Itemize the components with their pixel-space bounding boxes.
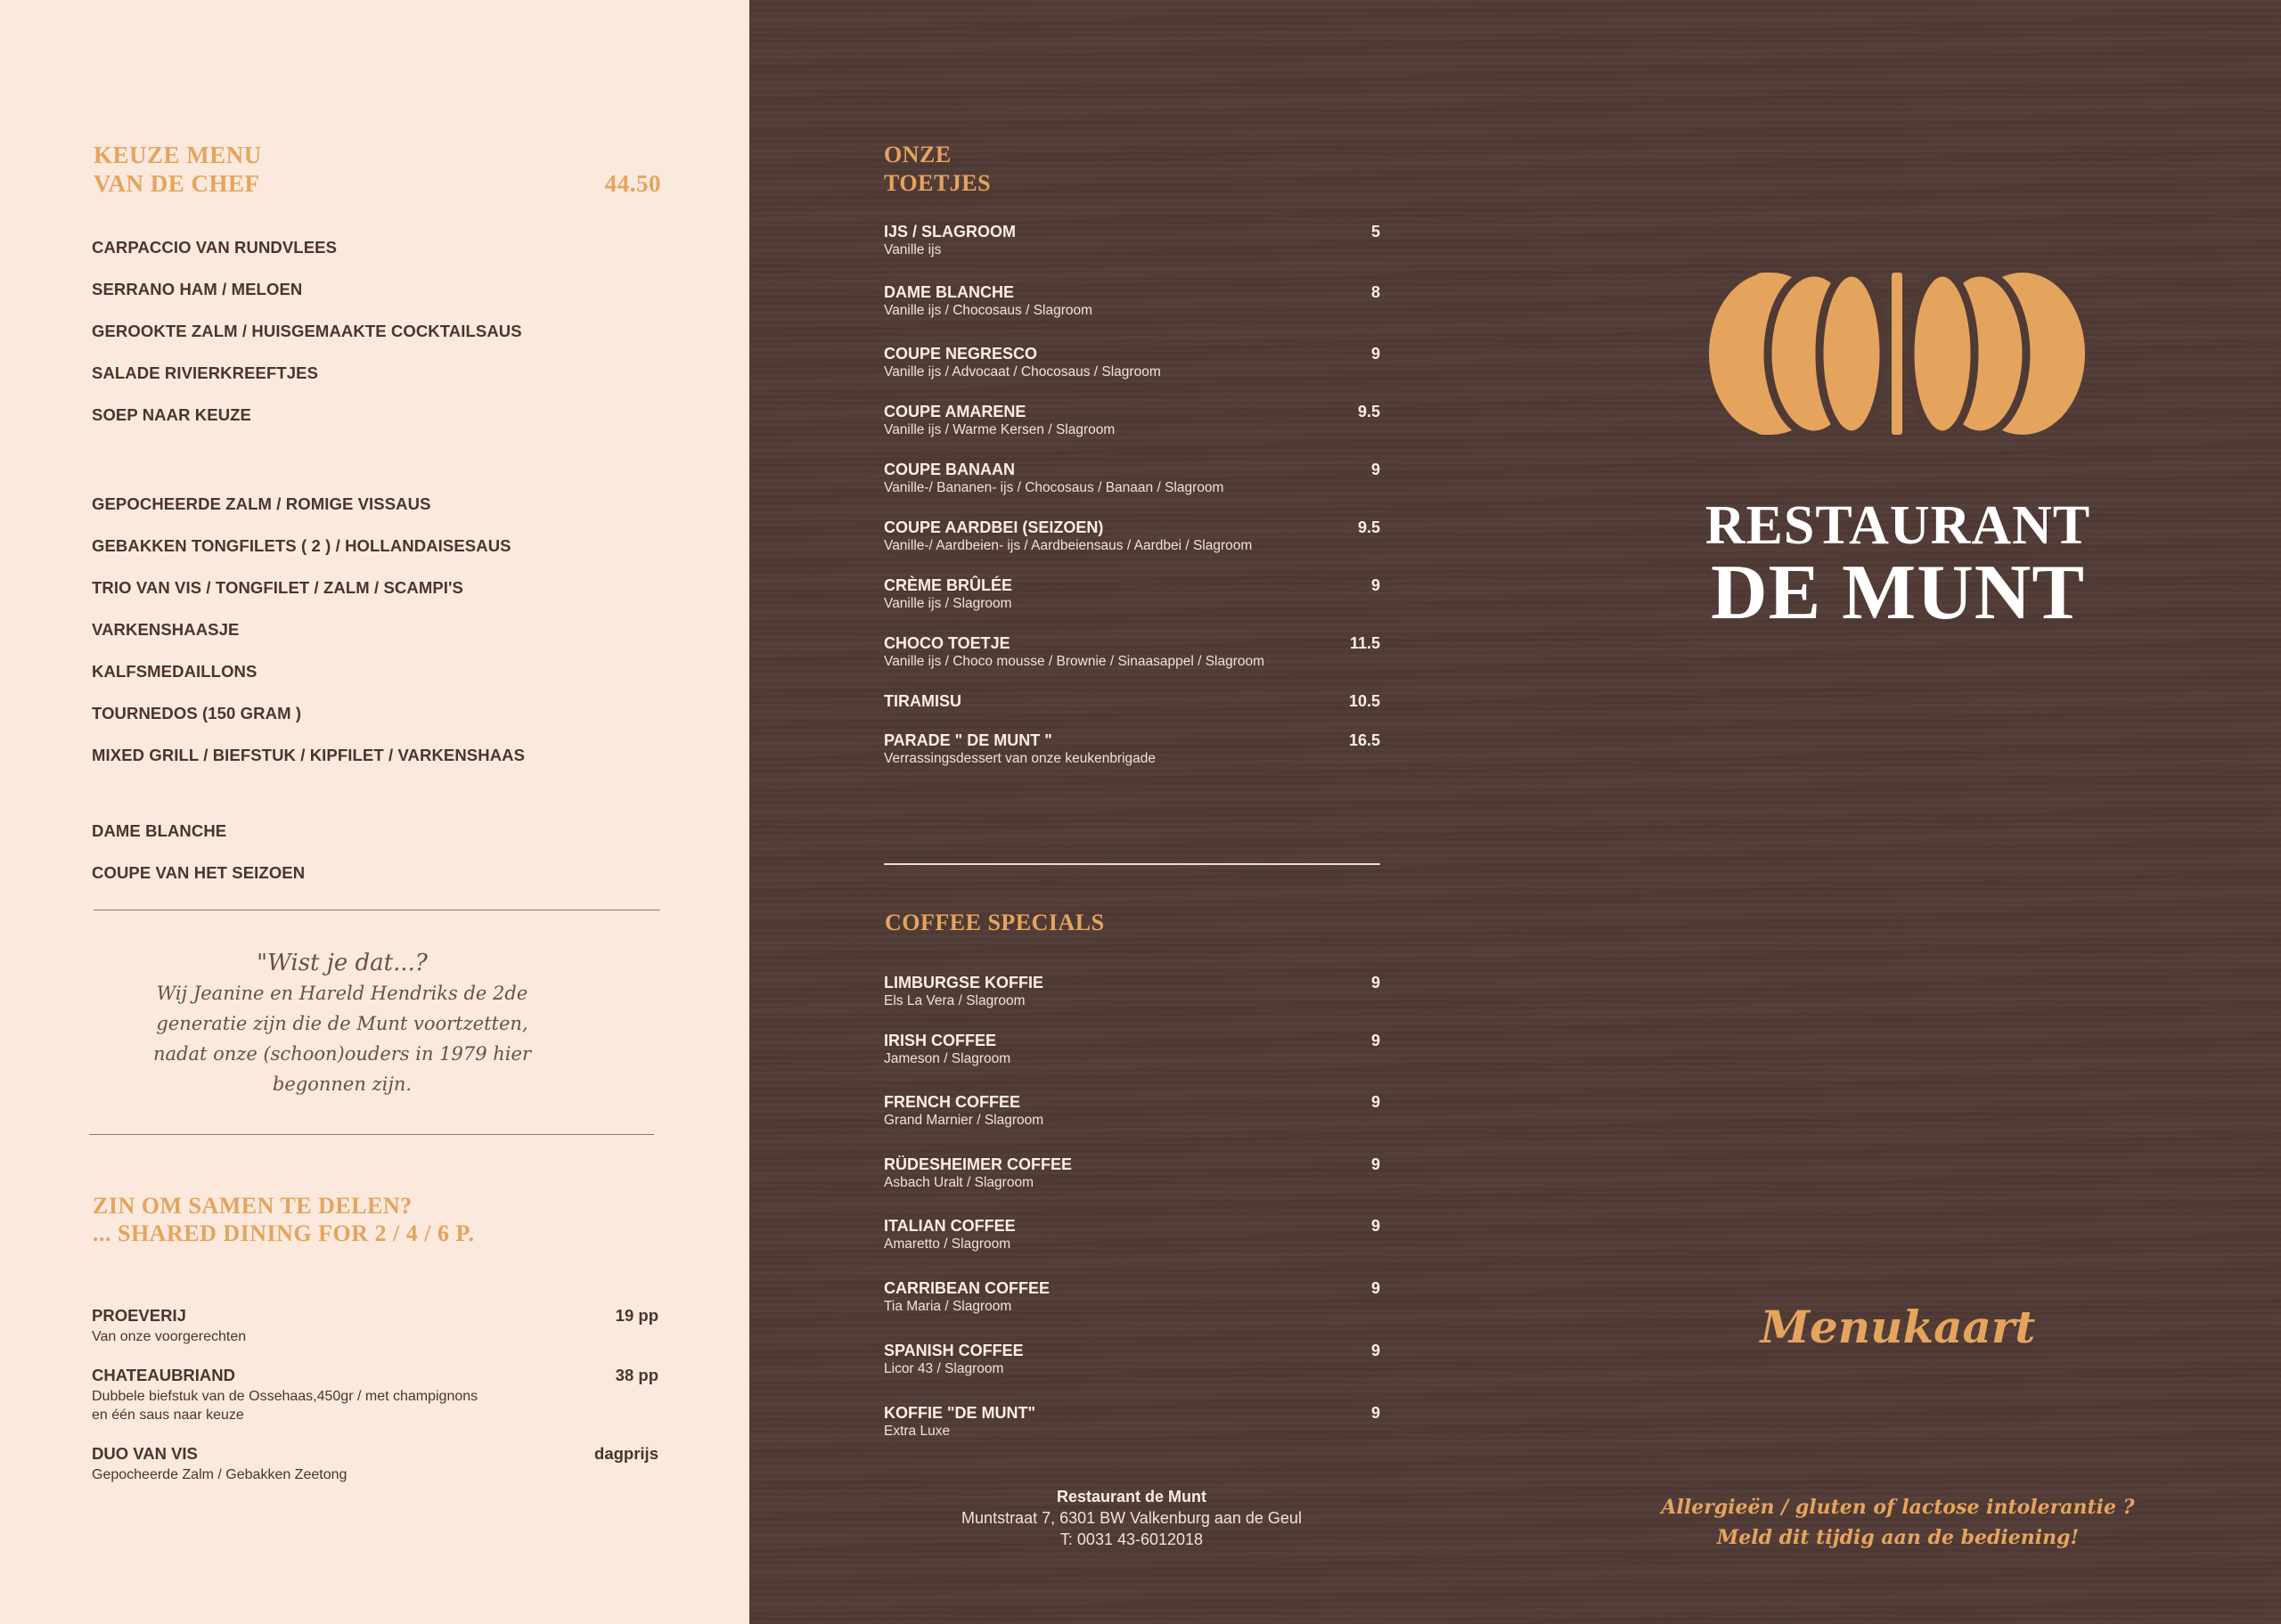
dessert-item [884, 283, 1380, 319]
quote-line: begonnen zijn. [272, 1073, 413, 1095]
divider [89, 1134, 654, 1135]
menukaart-subtitle: Menukaart [1760, 1301, 2036, 1353]
coffee-name: KOFFIE "DE MUNT" [884, 1404, 1036, 1422]
dessert-name: PARADE " DE MUNT " [884, 731, 1052, 749]
dessert-item [884, 692, 1380, 711]
coffee-price: 9 [1370, 1093, 1380, 1111]
dessert-desc: Vanille ijs / Slagroom [884, 596, 1012, 611]
dessert-price: 5 [1370, 223, 1380, 241]
coffee-desc: Els La Vera / Slagroom [884, 993, 1026, 1008]
quote-line: generatie zijn die de Munt voortzetten, [156, 1013, 528, 1034]
allergy-line: Allergieën / gluten of lactose intolerantie ? [1661, 1496, 2135, 1519]
dessert-desc: Vanille ijs / Advocaat / Chocosaus / Slagroom [884, 364, 1161, 379]
coffee-price: 9 [1370, 974, 1380, 992]
coffee-price: 9 [1370, 1155, 1380, 1173]
sharing-item-price: dagprijs [594, 1444, 658, 1463]
dessert-choice-item: COUPE VAN HET SEIZOEN [92, 863, 306, 882]
starter-item: SERRANO HAM / MELOEN [92, 280, 303, 298]
dessert-desc: Vanille-/ Aardbeien- ijs / Aardbeiensaus / Aardbei / Slagroom [884, 538, 1253, 553]
sharing-title-line1: ZIN OM SAMEN TE DELEN? [93, 1193, 413, 1219]
chef-menu-title-line2: VAN DE CHEF [94, 170, 260, 197]
main-item: TRIO VAN VIS / TONGFILET / ZALM / SCAMPI'S [92, 578, 463, 597]
history-quote [116, 948, 568, 1099]
coffee-item [884, 1093, 1380, 1129]
coffee-price: 9 [1370, 1342, 1380, 1359]
address-phone: T: 0031 43-6012018 [1059, 1530, 1204, 1548]
main-item: TOURNEDOS (150 GRAM ) [92, 704, 302, 722]
brand-line1: RESTAURANT [1705, 495, 2091, 556]
desserts-title-line1: ONZE [884, 142, 952, 167]
main-item: KALFSMEDAILLONS [92, 662, 258, 681]
starter-item: SOEP NAAR KEUZE [92, 405, 251, 424]
dessert-item [884, 403, 1380, 438]
coffee-desc: Extra Luxe [884, 1424, 951, 1439]
dessert-item [884, 731, 1380, 767]
coffee-price: 9 [1370, 1032, 1380, 1049]
chef-menu-title-line1: KEUZE MENU [94, 142, 262, 168]
coffee-price: 9 [1370, 1279, 1380, 1297]
sharing-item-desc [92, 1387, 658, 1424]
dessert-price: 10.5 [1348, 692, 1380, 710]
sharing-item-desc-line: Dubbele biefstuk van de Ossehaas,450gr / met champignons [92, 1389, 478, 1404]
coffee-name: SPANISH COFFEE [884, 1342, 1024, 1359]
dessert-desc: Vanille ijs [884, 242, 942, 257]
sharing-item-name: CHATEAUBRIAND [92, 1366, 236, 1384]
sharing-title [93, 1192, 474, 1247]
dessert-desc: Vanille-/ Bananen- ijs / Chocosaus / Banaan / Slagroom [884, 480, 1224, 495]
dessert-item [884, 634, 1380, 670]
coffee-name: ITALIAN COFFEE [884, 1217, 1016, 1235]
sharing-item [92, 1366, 658, 1424]
address-street: Muntstraat 7, 6301 BW Valkenburg aan de Geul [961, 1509, 1302, 1527]
coin-stack-logo-icon [1709, 273, 2085, 435]
coffee-item [884, 1404, 1380, 1440]
dessert-price: 9.5 [1357, 518, 1380, 536]
coffee-item [884, 1217, 1380, 1253]
coffee-item [884, 1342, 1380, 1377]
coffee-desc: Amaretto / Slagroom [884, 1236, 1011, 1252]
dessert-price: 9 [1370, 461, 1380, 478]
divider [884, 863, 1380, 865]
coffee-desc: Grand Marnier / Slagroom [884, 1113, 1044, 1128]
brand-line2: DE MUNT [1710, 550, 2086, 636]
starter-item: CARPACCIO VAN RUNDVLEES [92, 238, 338, 257]
sharing-item-desc-line: en één saus naar keuze [92, 1408, 244, 1423]
quote-line: "Wist je dat...? [257, 950, 428, 976]
sharing-item-desc: Van onze voorgerechten [92, 1329, 247, 1344]
dessert-name: COUPE BANAAN [884, 461, 1016, 478]
dessert-name: COUPE NEGRESCO [884, 345, 1038, 363]
desserts-title-line2: TOETJES [884, 170, 992, 196]
coffee-item [884, 1032, 1380, 1067]
dessert-item [884, 518, 1380, 554]
dessert-item [884, 345, 1380, 380]
dessert-desc: Vanille ijs / Warme Kersen / Slagroom [884, 422, 1116, 437]
dessert-name: CHOCO TOETJE [884, 634, 1010, 652]
sharing-item-price: 38 pp [615, 1366, 658, 1384]
dessert-item [884, 223, 1380, 258]
dessert-name: DAME BLANCHE [884, 283, 1014, 301]
coffee-item [884, 974, 1380, 1009]
dessert-name: IJS / SLAGROOM [884, 223, 1017, 241]
dessert-price: 8 [1370, 283, 1380, 301]
coffee-price: 9 [1370, 1217, 1380, 1235]
main-item: VARKENSHAASJE [92, 620, 240, 639]
main-item: GEPOCHEERDE ZALM / ROMIGE VISSAUS [92, 494, 431, 513]
dessert-price: 11.5 [1349, 634, 1380, 652]
dessert-desc: Vanille ijs / Choco mousse / Brownie / Sinaasappel / Slagroom [884, 654, 1265, 669]
sharing-title-line2: ... SHARED DINING FOR 2 / 4 / 6 P. [93, 1220, 475, 1246]
coffee-name: FRENCH COFFEE [884, 1093, 1020, 1111]
quote-line: Wij Jeanine en Hareld Hendriks de 2de [156, 983, 528, 1004]
sharing-item [92, 1306, 658, 1346]
chef-menu-price: 44.50 [604, 170, 661, 197]
coffee-item [884, 1279, 1380, 1315]
sharing-item-price: 19 pp [615, 1306, 658, 1325]
dessert-name: TIRAMISU [884, 692, 961, 710]
dessert-name: CRÈME BRÛLÉE [884, 576, 1013, 594]
starter-item: SALADE RIVIERKREEFTJES [92, 363, 319, 382]
address-block [927, 1486, 1337, 1550]
dessert-name: COUPE AMARENE [884, 403, 1026, 420]
coffee-name: IRISH COFFEE [884, 1032, 997, 1049]
coffee-name: LIMBURGSE KOFFIE [884, 974, 1043, 992]
coffee-desc: Licor 43 / Slagroom [884, 1361, 1004, 1376]
coffee-title: COFFEE SPECIALS [885, 910, 1105, 935]
starter-item: GEROOKTE ZALM / HUISGEMAAKTE COCKTAILSAUS [92, 322, 522, 340]
quote-line: nadat onze (schoon)ouders in 1979 hier [153, 1043, 531, 1065]
dessert-price: 16.5 [1348, 731, 1380, 749]
dessert-desc: Vanille ijs / Chocosaus / Slagroom [884, 303, 1093, 318]
address-name: Restaurant de Munt [1056, 1488, 1206, 1506]
coffee-item [884, 1155, 1380, 1191]
allergy-line: Meld dit tijdig aan de bediening! [1716, 1526, 2080, 1549]
main-item: GEBAKKEN TONGFILETS ( 2 ) / HOLLANDAISESAUS [92, 536, 511, 555]
chef-menu-title [94, 141, 262, 198]
coffee-desc: Asbach Uralt / Slagroom [884, 1175, 1034, 1190]
desserts-title [884, 141, 991, 198]
dessert-desc: Verrassingsdessert van onze keukenbrigade [884, 751, 1157, 766]
dessert-price: 9 [1370, 576, 1380, 594]
coffee-name: CARRIBEAN COFFEE [884, 1279, 1051, 1297]
sharing-item-name: DUO VAN VIS [92, 1444, 198, 1463]
dessert-price: 9 [1370, 345, 1380, 363]
dessert-price: 9.5 [1357, 403, 1380, 420]
coffee-price: 9 [1370, 1404, 1380, 1422]
main-item: MIXED GRILL / BIEFSTUK / KIPFILET / VARKENSHAAS [92, 746, 526, 764]
dessert-choice-item: DAME BLANCHE [92, 821, 227, 840]
sharing-item-desc: Gepocheerde Zalm / Gebakken Zeetong [92, 1467, 347, 1482]
sharing-item [92, 1444, 658, 1484]
coffee-name: RÜDESHEIMER COFFEE [884, 1155, 1073, 1173]
sharing-item-name: PROEVERIJ [92, 1306, 186, 1325]
coffee-desc: Jameson / Slagroom [884, 1051, 1011, 1066]
dessert-name: COUPE AARDBEI (SEIZOEN) [884, 518, 1104, 536]
dessert-item [884, 461, 1380, 496]
allergy-notice [1657, 1492, 2138, 1553]
dessert-item [884, 576, 1380, 612]
coffee-desc: Tia Maria / Slagroom [884, 1299, 1012, 1314]
